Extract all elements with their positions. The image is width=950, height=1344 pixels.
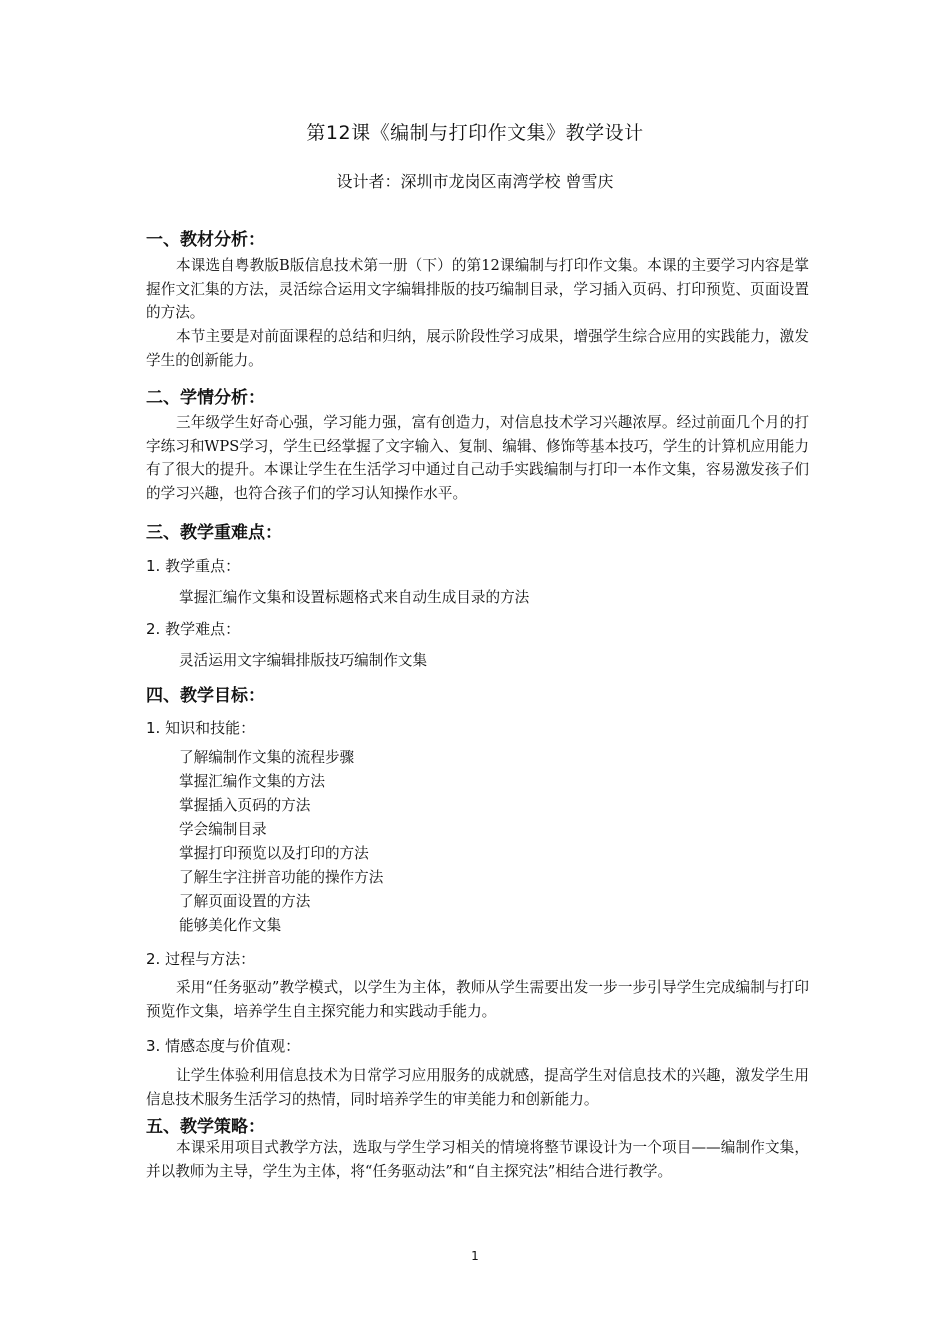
subheading: 2. 过程与方法：: [146, 950, 256, 968]
document-title: 第12课《编制与打印作文集》教学设计: [306, 122, 644, 144]
list-item: 学会编制目录: [179, 821, 267, 838]
paragraph: 采用“任务驱动”教学模式，以学生为主体，教师从学生需要出发一步一步引导学生完成编制与打印预览作文集，培养学生自主探究能力和实践动手能力。: [146, 979, 809, 1020]
subheading: 1. 知识和技能：: [146, 719, 256, 737]
paragraph: 本节主要是对前面课程的总结和归纳，展示阶段性学习成果，增强学生综合应用的实践能力，激发学生的创新能力。: [146, 328, 809, 369]
section-heading-objectives: 四、教学目标：: [146, 686, 265, 706]
section-heading-strategy: 五、教学策略：: [146, 1117, 265, 1137]
page-number: 1: [471, 1249, 479, 1263]
section-heading-teaching-material: 一、教材分析：: [146, 230, 265, 250]
subheading: 2. 教学难点：: [146, 620, 241, 638]
paragraph: 让学生体验利用信息技术为日常学习应用服务的成就感，提高学生对信息技术的兴趣，激发学生用信息技术服务生活学习的热情，同时培养学生的审美能力和创新能力。: [146, 1067, 809, 1108]
subheading: 3. 情感态度与价值观：: [146, 1037, 301, 1055]
document-author: 设计者：深圳市龙岗区南湾学校 曾雪庆: [336, 172, 614, 191]
paragraph: 本课采用项目式教学方法，选取与学生学习相关的情境将整节课设计为一个项目——编制作文集，并以教师为主导，学生为主体，将“任务驱动法”和“自主探究法”相结合进行教学。: [146, 1139, 809, 1180]
list-item: 掌握打印预览以及打印的方法: [179, 845, 369, 862]
list-item: 掌握插入页码的方法: [179, 797, 311, 814]
subheading: 1. 教学重点：: [146, 557, 241, 575]
objective-list: [179, 746, 383, 938]
paragraph: 三年级学生好奇心强，学习能力强，富有创造力，对信息技术学习兴趣浓厚。经过前面几个月的打字练习和WPS学习，学生已经掌握了文字输入、复制、编辑、修饰等基本技巧，学生的计算机应用能力有了很大的提升。本课让学生在生活学习中通过自己动手实践编制与打印一本作文集，容易激发孩子们的学习兴趣，也符合孩子们的学习认知操作水平。: [146, 414, 809, 502]
text-line: 灵活运用文字编辑排版技巧编制作文集: [179, 652, 428, 669]
list-item: 能够美化作文集: [179, 917, 282, 934]
section-heading-learner-analysis: 二、学情分析：: [146, 388, 265, 408]
section-heading-key-points: 三、教学重难点：: [146, 523, 282, 543]
list-item: 了解生字注拼音功能的操作方法: [179, 869, 384, 886]
text-line: 掌握汇编作文集和设置标题格式来自动生成目录的方法: [179, 589, 530, 606]
list-item: 掌握汇编作文集的方法: [179, 773, 325, 790]
paragraph: 本课选自粤教版B版信息技术第一册（下）的第12课编制与打印作文集。本课的主要学习内容是掌握作文汇集的方法，灵活综合运用文字编辑排版的技巧编制目录，学习插入页码、打印预览、页面设置的方法。: [146, 257, 809, 321]
list-item: 了解页面设置的方法: [179, 893, 311, 910]
list-item: 了解编制作文集的流程步骤: [179, 749, 355, 766]
